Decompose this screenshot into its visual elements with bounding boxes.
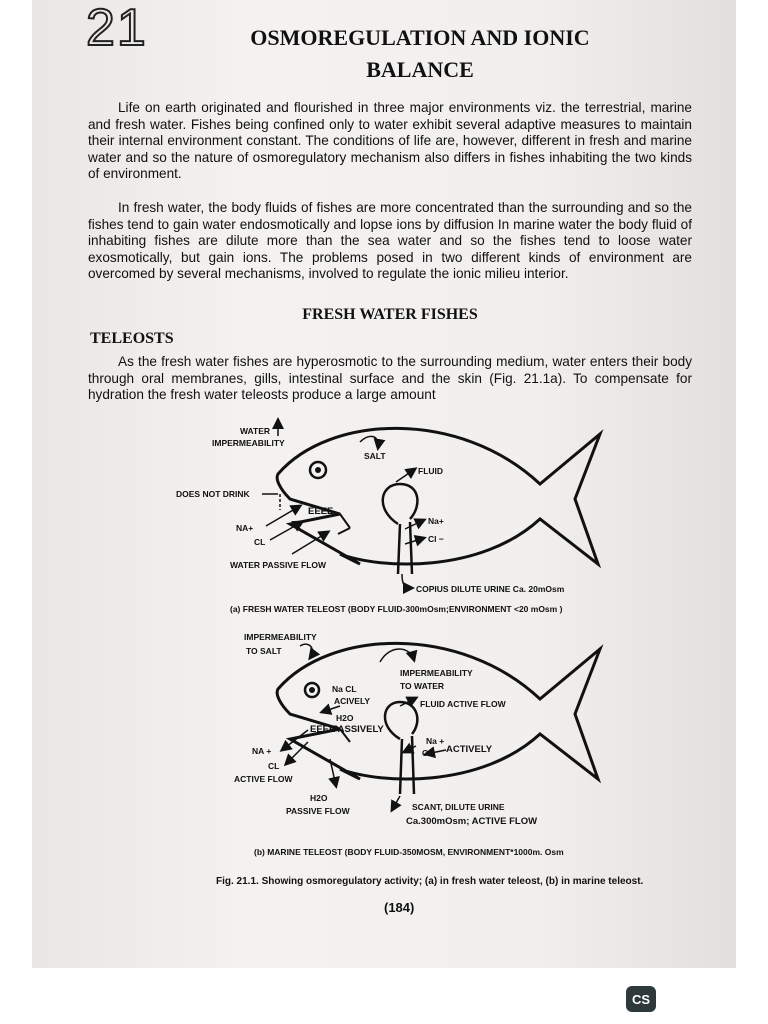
label-passive-flow: PASSIVE FLOW: [286, 806, 350, 816]
paragraph-fresh-vs-marine: In fresh water, the body fluids of fishes are more concentrated than the surrounding and so the fishes tend to gain water endosmotically and lopse ions by diffusion In marine water the body fluid of inhabiting fishes are dilute more than the sea water and so the fishes tend to loose water exosmotically, but gain ions. The problems posed in two different kinds of environment are overcomed by several mechanisms, involved to regulate the ionic milieu interior.: [88, 200, 692, 281]
label-actively: ACTIVELY: [446, 744, 493, 755]
sub-heading: TELEOSTS: [90, 330, 174, 347]
label-fluid-active-flow: FLUID ACTIVE FLOW: [420, 699, 506, 709]
fish-a-gill-loop: [383, 484, 418, 524]
osmoregulation-diagram: [160, 414, 660, 884]
camscanner-logo: CS: [626, 986, 656, 1012]
label-na-right-b: Na +: [426, 736, 445, 746]
svg-text:EEEE: EEEE: [308, 506, 334, 517]
label-urine-b-1: SCANT, DILUTE URINE: [412, 802, 505, 812]
label-water-impermeability-2: IMPERMEABILITY: [212, 438, 285, 448]
page-number: (184): [384, 900, 415, 915]
label-nacl-b: Na CL: [332, 684, 357, 694]
paragraph-intro: Life on earth originated and flourished in three major environments viz. the terrestrial, marine and fresh water. Fishes being confined only to water exhibit several adaptive measures to maintain their internal environment constant. The conditions of life are, however, different in fresh and marine water and so the nature of osmoregulatory mechanism also differs in fishes inhabiting the two kinds of environment.: [88, 100, 692, 181]
chapter-number: 21: [86, 0, 148, 57]
label-na-right-a: Na+: [428, 516, 444, 526]
label-cl-right-b: CL: [422, 748, 434, 758]
label-h2o-bottom: H2O: [310, 793, 328, 803]
label-passively: PASSIVELY: [332, 724, 384, 735]
fresh-water-teleost-figure: [176, 420, 600, 614]
label-cl-left-b: CL: [268, 761, 280, 771]
marine-teleost-figure: [234, 632, 600, 857]
label-urine-a: COPIUS DILUTE URINE Ca. 20mOsm: [416, 584, 565, 594]
paragraph-teleosts: As the fresh water fishes are hyperosmotic to the surrounding medium, water enters their body through oral membranes, gills, intestinal surface and the skin (Fig. 21.1a). To compensate for hydration the fresh water teleosts produce a large amount: [88, 354, 692, 402]
label-cl-right-a: Cl −: [428, 534, 444, 544]
label-does-not-drink: DOES NOT DRINK: [176, 489, 250, 499]
label-water-impermeability-1: WATER: [240, 426, 271, 436]
chapter-title-line-1: OSMOREGULATION AND IONIC: [250, 25, 590, 50]
svg-text:EEEE: EEEE: [310, 724, 336, 735]
label-impermeability-water-2: TO WATER: [400, 681, 445, 691]
label-na-left-b: NA +: [252, 746, 272, 756]
label-active-flow: ACTIVE FLOW: [234, 774, 293, 784]
label-impermeability-salt-1: IMPERMEABILITY: [244, 632, 317, 642]
label-na-left-a: NA+: [236, 523, 254, 533]
label-impermeability-water-1: IMPERMEABILITY: [400, 668, 473, 678]
caption-fig-a: (a) FRESH WATER TELEOST (BODY FLUID-300mOsm;ENVIRONMENT <20 mOsm ): [230, 604, 563, 614]
section-heading: FRESH WATER FISHES: [302, 306, 478, 323]
fish-b-gill-loop: [385, 702, 417, 739]
label-salt-a: SALT: [364, 451, 386, 461]
label-acively: ACIVELY: [334, 696, 371, 706]
label-h2o-top: H2O: [336, 713, 354, 723]
label-cl-left-a: CL: [254, 537, 266, 547]
figure-caption: Fig. 21.1. Showing osmoregulatory activity; (a) in fresh water teleost, (b) in marine teleost.: [216, 876, 644, 887]
label-water-passive-flow: WATER PASSIVE FLOW: [230, 560, 327, 570]
label-fluid-a: FLUID: [418, 466, 444, 476]
label-impermeability-salt-2: TO SALT: [246, 646, 282, 656]
label-urine-b-2: Ca.300mOsm; ACTIVE FLOW: [406, 816, 538, 827]
caption-fig-b: (b) MARINE TELEOST (BODY FLUID-350MOSM, ENVIRONMENT*1000m. Osm: [254, 847, 564, 857]
chapter-title-line-2: BALANCE: [366, 57, 474, 82]
chapter-title: [200, 22, 640, 86]
